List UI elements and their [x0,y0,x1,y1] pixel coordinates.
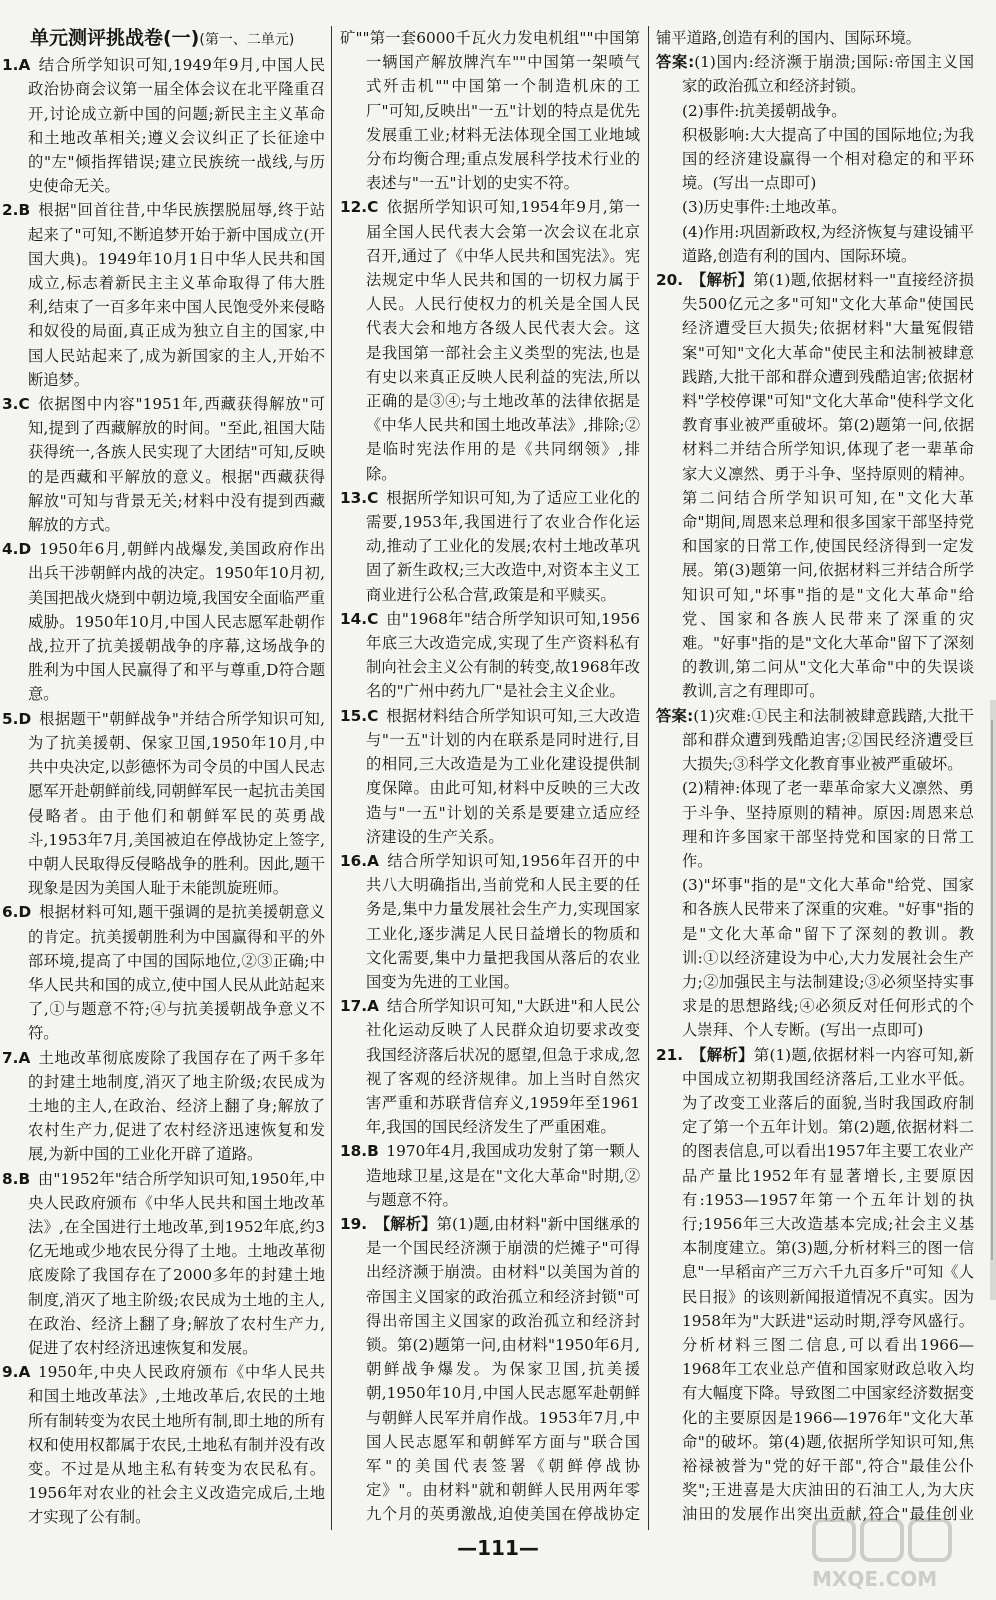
question-number: 15.C [340,706,379,725]
question-number: 13.C [340,488,379,507]
column-1-entries [2,53,325,1530]
question-entry [340,1139,640,1212]
question-entry [656,1043,974,1530]
question-entry [340,195,640,485]
question-entry [2,198,325,392]
column-1 [2,26,325,1530]
question-entry [2,1360,325,1529]
entry-text: 第(1)题,依据材料一内容可知,新中国成立初期我国经济落后,工业水平低。为了改变工业落后的面貌,当时我国政府制定了第一个五年计划。第(2)题,依据材料二的图表信息,可以看出1957年主要工农业产品产量比1952年有显著增长,主要原因有:1953—1957年第一个五年计划的执行;1956年三大改造基本完成;社会主义基本制度建立。第(3)题,分析材料三的图一信息"一早稻亩产三万六千九百多斤"可知《人民日报》的该则新闻报道情况不真实。因为1958年为"大跃进"运动时期,浮夸风盛行。分析材料三图二信息,可以看出1966—1968年工农业总产值和国家财政总收入均有大幅度下降。导致图二中国家经济数据变化的主要原因是1966—1976年"文化大革命"的破坏。第(4)题,依据所学知识可知,焦裕禄被誉为"党的好干部",符合"最佳公仆奖";王进喜是大庆油田的石油工人,为大庆油田的发展作出突出贡献,符合"最佳创业 [682,1045,974,1524]
question-number: 17.A [340,997,379,1016]
page-number: —111— [457,1536,539,1560]
column-3 [656,26,974,1530]
question-entry [2,53,325,198]
entry-text: 根据"回首往昔,中华民族摆脱屈辱,终于站起来了"可知,不断追梦开始于新中国成立(开国大典)。1949年10月1日中华人民共和国成立,标志着新民主主义革命取得了伟大胜利,结束了一百多年来中国人民饱受外来侵略和奴役的局面,真正成为独立自主的国家,中国人民站起来了,成为新国家的主人,开始不断追梦。 [28,201,325,389]
question-number: 2.B [2,201,31,220]
question-number: 5.D [2,709,32,728]
answer-subline: (2)事件:抗美援朝战争。 [682,101,847,120]
question-number: 9.A [2,1363,31,1382]
entry-text: 依据图中内容"1951年,西藏获得解放"可知,提到了西藏解放的时间。"至此,祖国大陆获得统一,各族人民实现了大团结"可知,反映的是西藏和平解放的意义。根据"西藏获得解放"可知与背景无关;材料中没有提到西藏解放的方式。 [28,395,325,535]
question-entry [340,704,640,849]
entry-text: 1970年4月,我国成功发射了第一颗人造地球卫星,这是在"文化大革命"时期,②与题意不符。 [366,1142,640,1209]
entry-text: 铺平道路,创造有利的国内、国际环境。 [656,29,921,47]
answer-subline: (3)历史事件:土地改革。 [682,198,847,217]
question-entry [656,704,974,777]
entry-text: 第(1)题,依据材料一"直接经济损失500亿元之多"可知"文化大革命"使国民经济遭受巨大损失;依据材料"大量冤假错案"可知"文化大革命"使民主和法制被肆意践踏,大批干部和群众遭到残酷迫害;依据材料"学校停课"可知"文化大革命"使科学文化教育事业被严重破坏。第(2)题第一问,依据材料二并结合所学知识,体现了老一辈革命家大义凛然、勇于斗争、坚持原则的精神。第二问结合所学知识可知,在"文化大革命"期间,周恩来总理和很多国家干部坚持党和国家的日常工作,使国民经济得到一定发展。第(3)题第一问,依据材料三并结合所学知识可知,"坏事"指的是"文化大革命"给党、国家和各族人民带来了深重的灾难。"好事"指的是"文化大革命"留下了深刻的教训,第二问从"文化大革命"中的失误谈教训,言之有理即可。 [682,271,974,701]
entry-text: 1950年,中央人民政府颁布《中华人民共和国土地改革法》,土地改革后,农民的土地所有制转变为农民土地所有制,即土地的所有权和使用权都属于农民,土地私有制并没有改变。不过是从地主私有转变为农民私有。1956年对农业的社会主义改造完成后,土地才实现了公有制。 [28,1363,325,1527]
column-3-entries [656,26,974,1530]
entry-text: 根据所学知识可知,为了适应工业化的需要,1953年,我国进行了农业合作化运动,推动了工业化的发展;农村土地改革巩固了新生政权;三大改造中,对资本主义工商业进行公私合营,政策是和平赎买。 [366,488,640,604]
entry-text: 根据题干"朝鲜战争"并结合所学知识可知,为了抗美援朝、保家卫国,1950年10月,中共中央决定,以彭德怀为司令员的中国人民志愿军开赴朝鲜前线,同朝鲜军民一起抗击美国侵略者。由于他们和朝鲜军民的英勇战斗,1953年7月,美国被迫在停战协定上签字,中朝人民取得反侵略战争的胜利。因此,题干现象是因为美国人耻于未能凯旋班师。 [28,709,325,898]
question-entry [340,26,640,195]
question-entry [656,50,974,98]
question-number: 1.A [2,56,31,75]
question-entry [2,1046,325,1167]
entry-text: 1950年6月,朝鲜内战爆发,美国政府作出出兵干涉朝鲜内战的决定。1950年10月初,美国把战火烧到中朝边境,我国安全面临严重威胁。1950年10月,中国人民志愿军赴朝作战,拉开了抗美援朝战争的序幕,这场战争的胜利为中国人民赢得了和平与尊重,D符合题意。 [28,540,325,704]
watermark-logo [806,1514,986,1594]
question-number: 21. [656,1045,684,1064]
question-entry [2,1167,325,1361]
question-entry [340,1212,640,1530]
question-entry [340,994,640,1139]
question-entry [340,849,640,994]
question-number: 4.D [2,540,32,559]
question-number: 16.A [340,851,379,870]
question-entry [340,486,640,607]
entry-label: 【解析】 [690,1045,754,1064]
entry-label: 【解析】 [374,1214,437,1233]
question-number: 6.D [2,903,32,922]
answer-subline: (3)"坏事"指的是"文化大革命"给党、国家和各族人民带来了深重的灾难。"好事"指的是"文化大革命"留下了深刻的教训。教训:①以经济建设为中心,大力发展社会生产力;②加强民主与法制建设;③必须坚持实事求是的思想路线;④必须反对任何形式的个人崇拜、个人专断。(写出一点即可) [682,876,974,1040]
entry-label: 答案: [656,53,695,72]
entry-text: 矿""第一套6000千瓦火力发电机组""中国第一辆国产解放牌汽车""中国第一架喷气式歼击机""中国第一个制造机床的工厂"可知,反映出"一五"计划的特点是优先发展重工业;材料无法体现全国工业地域分布均衡合理;重点发展科学技术行业的表述与"一五"计划的史实不符。 [340,29,640,193]
question-entry [340,607,640,704]
question-entry [656,26,974,50]
answer-subline: (4)作用:巩固新政权,为经济恢复与建设铺平道路,创造有利的国内、国际环境。 [682,222,974,265]
entry-text: 根据材料结合所学知识可知,三大改造与"一五"计划的内在联系是同时进行,目的相同,三大改造是为工业化建设提供制度保障。由此可知,材料中反映的三大改造与"一五"计划的关系是要建立适应经济建设的生产关系。 [366,706,640,846]
entry-text: 结合所学知识可知,1956年召开的中共八大明确指出,当前党和人民主要的任务是,集中力量发展社会生产力,实现国家工业化,逐步满足人民日益增长的物质和文化需要,集中力量把我国从落后的农业国变为先进的工业国。 [366,851,640,991]
question-number: 18.B [340,1142,379,1161]
column-2 [340,26,640,1530]
column-divider [648,26,649,1530]
entry-text: 结合所学知识可知,1949年9月,中国人民政治协商会议第一届全体会议在北平隆重召开,讨论成立新中国的问题;新民主主义革命和土地改革相关;遵义会议纠正了长征途中的"左"倾指挥错误;建立民族统一战线,与历史使命无关。 [28,56,325,196]
question-number: 8.B [2,1169,31,1188]
entry-text: 第(1)题,由材料"新中国继承的是一个国民经济濒于崩溃的烂摊子"可得出经济濒于崩溃。由材料"以美国为首的帝国主义国家的政治孤立和经济封锁"可得出帝国主义国家的政治孤立和经济封锁。第(2)题第一问,由材料"1950年6月,朝鲜战争爆发。为保家卫国,抗美援朝,1950年10月,中国人民志愿军赴朝鲜与朝鲜人民军并肩作战。1953年7月,中国人民志愿军和朝鲜军方面与"联合国军"的美国代表签署《朝鲜停战协定》"。由材料"就和朝鲜人民用两年零九个月的英勇激战,迫使美国在停战协定 [366,1214,640,1524]
question-number: 12.C [340,198,379,217]
entry-text: 结合所学知识可知,"大跃进"和人民公社化运动反映了人民群众迫切要求改变我国经济落后状况的愿望,但急于求成,忽视了客观的经济规律。加上当时自然灾害严重和苏联背信弃义,1959年至1961年,我国的国民经济发生了严重困难。 [366,997,640,1137]
side-margin-marks [976,700,996,1300]
entry-text: 依据所学知识可知,1954年9月,第一届全国人民代表大会第一次会议在北京召开,通过了《中华人民共和国宪法》。宪法规定中华人民共和国的一切权力属于人民。人民行使权力的机关是全国人民代表大会和地方各级人民代表大会。这是我国第一部社会主义类型的宪法,也是有史以来真正反映人民利益的宪法,所以正确的是③④;与土地改革的法律依据是《中华人民共和国土地改革法》,排除;②是临时宪法作用的是《共同纲领》,排除。 [366,198,640,483]
svg-text:MXQE.COM: MXQE.COM [812,1567,938,1591]
entry-text: 由"1952年"结合所学知识可知,1950年,中央人民政府颁布《中华人民共和国土地改革法》,在全国进行土地改革,到1952年底,约3亿无地或少地农民分得了土地。土地改革彻底废除了我国存在了2000多年的封建土地制度,消灭了地主阶级;农民成为土地的主人,在政治、经济上翻了身;解放了农村生产力,促进了农村经济迅速恢复和发展。 [28,1169,325,1357]
question-entry [2,537,325,706]
question-entry [2,392,325,537]
question-entry [2,707,325,901]
question-entry [656,268,974,704]
answer-subline: (2)精神:体现了老一辈革命家大义凛然、勇于斗争、坚持原则的精神。原因:周恩来总理和许多国家干部坚持党和国家的日常工作。 [682,779,974,870]
entry-text: 土地改革彻底废除了我国存在了两千多年的封建土地制度,消灭了地主阶级;农民成为土地的主人,在政治、经济上翻了身;解放了农村生产力,促进了农村经济迅速恢复和发展,为新中国的工业化开辟了道路。 [28,1048,325,1164]
section-title: 单元测评挑战卷(一)(第一、二单元) [30,27,295,49]
question-number: 3.C [2,395,30,414]
entry-label: 【解析】 [690,271,754,290]
entry-label: 答案: [656,706,694,725]
entry-text: 由"1968年"结合所学知识可知,1956年底三大改造完成,实现了生产资料私有制向社会主义公有制的转变,故1968年改名的"广州中药九厂"是社会主义企业。 [366,609,640,701]
entry-text: (1)国内:经济濒于崩溃;国际:帝国主义国家的政治孤立和经济封锁。 [682,53,974,96]
question-number: 19. [340,1214,368,1233]
question-number: 7.A [2,1048,31,1067]
answer-subline: 积极影响:大大提高了中国的国际地位;为我国的经济建设赢得一个相对稳定的和平环境。(写出一点即可) [682,125,974,193]
column-2-entries [340,26,640,1530]
entry-text: (1)灾难:①民主和法制被肆意践踏,大批干部和群众遭到残酷迫害;②国民经济遭受巨大损失;③科学文化教育事业被严重破坏。 [682,706,974,774]
column-divider [331,26,332,1530]
entry-text: 根据材料可知,题干强调的是抗美援朝意义的肯定。抗美援朝胜利为中国赢得和平的外部环境,提高了中国的国际地位,②③正确;中华人民共和国的成立,使中国人民从此站起来了,①与题意不符;④与抗美援朝战争意义不符。 [28,903,325,1043]
question-entry [2,900,325,1045]
question-number: 14.C [340,609,379,628]
question-number: 20. [656,271,684,290]
